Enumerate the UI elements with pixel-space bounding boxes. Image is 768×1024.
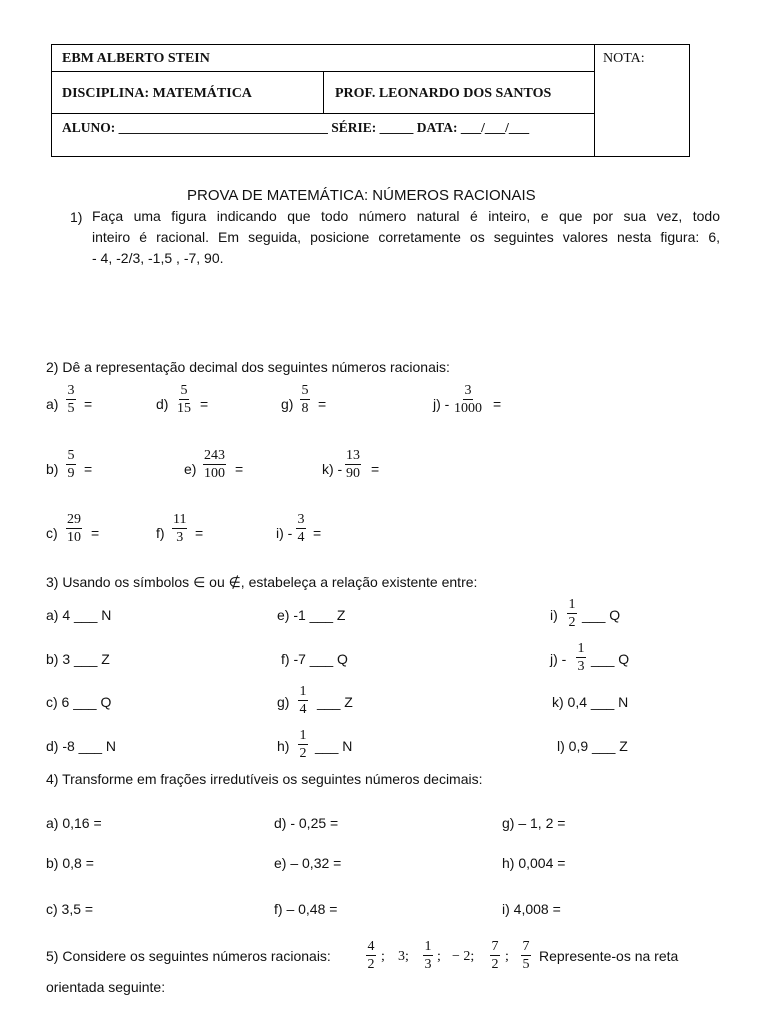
numerator: 5	[301, 383, 309, 398]
fraction	[203, 448, 226, 481]
header-divider	[323, 71, 324, 113]
q4-prompt: 4) Transforme em frações irredutíveis os seguintes números decimais:	[46, 771, 483, 787]
denominator: 5	[67, 401, 75, 416]
numerator: 243	[204, 448, 225, 463]
q3-item-label: c) 6 ___ Q	[46, 694, 112, 710]
q2-item-label: a)	[46, 396, 59, 412]
denominator: 2	[299, 746, 307, 761]
denominator: 3	[577, 659, 585, 674]
q1-number: 1)	[70, 209, 83, 225]
q2-prompt: 2) Dê a representação decimal dos seguintes números racionais:	[46, 359, 450, 375]
separator: ;	[505, 949, 509, 964]
q4-item: g) – 1, 2 =	[502, 815, 566, 831]
q2-item-label: c)	[46, 525, 58, 541]
q3-item-label: i)	[550, 607, 558, 623]
q4-item: b) 0,8 =	[46, 855, 94, 871]
q3-prompt: 3) Usando os símbolos ∈ ou ∉, estabeleça a relação existente entre:	[46, 574, 478, 590]
q5-prompt: 5) Considere os seguintes números racionais:	[46, 948, 331, 964]
fraction	[298, 684, 308, 717]
q2-item-label: b)	[46, 461, 59, 477]
q3-item-blank: ___ Z	[317, 694, 353, 710]
school-name: EBM ALBERTO STEIN	[62, 51, 210, 66]
q3-item-label: f) -7 ___ Q	[281, 651, 348, 667]
denominator: 2	[367, 957, 375, 972]
q3-item-label: h)	[277, 738, 290, 754]
subject-label: DISCIPLINA: MATEMÁTICA	[62, 86, 252, 101]
equals-sign: =	[235, 461, 244, 477]
q2-item-label: d)	[156, 396, 169, 412]
denominator: 90	[346, 466, 360, 481]
denominator: 1000	[454, 401, 482, 416]
denominator: 15	[177, 401, 191, 416]
denominator: 8	[301, 401, 309, 416]
numerator: 1	[299, 728, 307, 743]
fraction	[567, 597, 577, 630]
separator: ;	[437, 949, 441, 964]
q5-fraction	[521, 939, 531, 972]
numerator: 3	[67, 383, 75, 398]
q4-item: a) 0,16 =	[46, 815, 102, 831]
denominator: 4	[299, 702, 307, 717]
equals-sign: =	[318, 396, 327, 412]
equals-sign: =	[200, 396, 209, 412]
denominator: 4	[297, 530, 305, 545]
q3-item-label: g)	[277, 694, 290, 710]
q5-fraction	[366, 939, 376, 972]
q2-item-label: k) -	[322, 461, 343, 477]
equals-sign: =	[493, 396, 502, 412]
equals-sign: =	[371, 461, 380, 477]
numerator: 1	[577, 641, 585, 656]
denominator: 10	[67, 530, 81, 545]
fraction	[66, 512, 82, 545]
q4-item: e) – 0,32 =	[274, 855, 342, 871]
q5-number-three: 3;	[398, 949, 409, 964]
fraction	[300, 383, 310, 416]
numerator: 29	[67, 512, 81, 527]
q1-text	[92, 206, 720, 269]
fraction	[66, 383, 76, 416]
q3-item-label: a) 4 ___ N	[46, 607, 112, 623]
q1-line: Faça uma figura indicando que todo número natural é inteiro, e que por sua vez, todo	[92, 208, 720, 224]
page-title: PROVA DE MATEMÁTICA: NÚMEROS RACIONAIS	[187, 187, 536, 204]
q4-item: d) - 0,25 =	[274, 815, 339, 831]
numerator: 1	[568, 597, 576, 612]
q5-fraction	[490, 939, 500, 972]
header-divider	[594, 44, 595, 157]
equals-sign: =	[84, 461, 93, 477]
numerator: 7	[491, 939, 499, 954]
q2-item-label: g)	[281, 396, 294, 412]
q1-line: - 4, -2/3, -1,5 , -7, 90.	[92, 250, 224, 266]
fraction	[176, 383, 192, 416]
q2-item-label: e)	[184, 461, 197, 477]
numerator: 1	[299, 684, 307, 699]
q2-item-label: i) -	[276, 525, 293, 541]
grade-label: NOTA:	[603, 51, 645, 66]
denominator: 9	[67, 466, 75, 481]
q3-item-blank: ___ Q	[591, 651, 630, 667]
teacher-label: PROF. LEONARDO DOS SANTOS	[335, 86, 552, 101]
numerator: 11	[173, 512, 187, 527]
fraction	[298, 728, 308, 761]
numerator: 5	[67, 448, 75, 463]
separator: ;	[381, 949, 385, 964]
q3-item-blank: ___ N	[315, 738, 353, 754]
q5-number-minus-two: − 2;	[452, 949, 475, 964]
q3-item-label: d) -8 ___ N	[46, 738, 117, 754]
fraction	[296, 512, 306, 545]
fraction	[345, 448, 361, 481]
fraction	[66, 448, 76, 481]
numerator: 3	[297, 512, 305, 527]
fraction	[453, 383, 483, 416]
q4-item: c) 3,5 =	[46, 901, 94, 917]
q4-item: i) 4,008 =	[502, 901, 561, 917]
numerator: 3	[464, 383, 472, 398]
q3-item-blank: ___ Q	[582, 607, 621, 623]
numerator: 13	[346, 448, 360, 463]
q4-item: f) – 0,48 =	[274, 901, 338, 917]
numerator: 7	[522, 939, 530, 954]
q3-item-label: b) 3 ___ Z	[46, 651, 110, 667]
fraction	[576, 641, 586, 674]
equals-sign: =	[195, 525, 204, 541]
q3-item-label: k) 0,4 ___ N	[552, 694, 629, 710]
equals-sign: =	[91, 525, 100, 541]
q5-prompt-tail: Represente-os na reta	[539, 948, 679, 964]
numerator: 1	[424, 939, 432, 954]
q3-item-label: j) -	[550, 651, 567, 667]
q2-item-label: j) -	[433, 396, 450, 412]
student-info-line: ALUNO: _______________________________ SÉRIE: _____ DATA: ___/___/___	[62, 120, 530, 135]
header-divider	[51, 113, 594, 114]
q2-item-label: f)	[156, 525, 165, 541]
q3-item-label: e) -1 ___ Z	[277, 607, 346, 623]
denominator: 3	[176, 530, 184, 545]
denominator: 2	[491, 957, 499, 972]
q4-item: h) 0,004 =	[502, 855, 566, 871]
equals-sign: =	[84, 396, 93, 412]
numerator: 4	[367, 939, 375, 954]
equals-sign: =	[313, 525, 322, 541]
q5-prompt-line2: orientada seguinte:	[46, 979, 166, 995]
q5-fraction	[423, 939, 433, 972]
q3-item-label: l) 0,9 ___ Z	[557, 738, 628, 754]
denominator: 100	[204, 466, 225, 481]
denominator: 3	[424, 957, 432, 972]
denominator: 2	[568, 615, 576, 630]
denominator: 5	[522, 957, 530, 972]
q1-line: inteiro é racional. Em seguida, posicione corretamente os seguintes valores nesta figura: 6,	[92, 229, 720, 245]
numerator: 5	[180, 383, 188, 398]
fraction	[172, 512, 187, 545]
